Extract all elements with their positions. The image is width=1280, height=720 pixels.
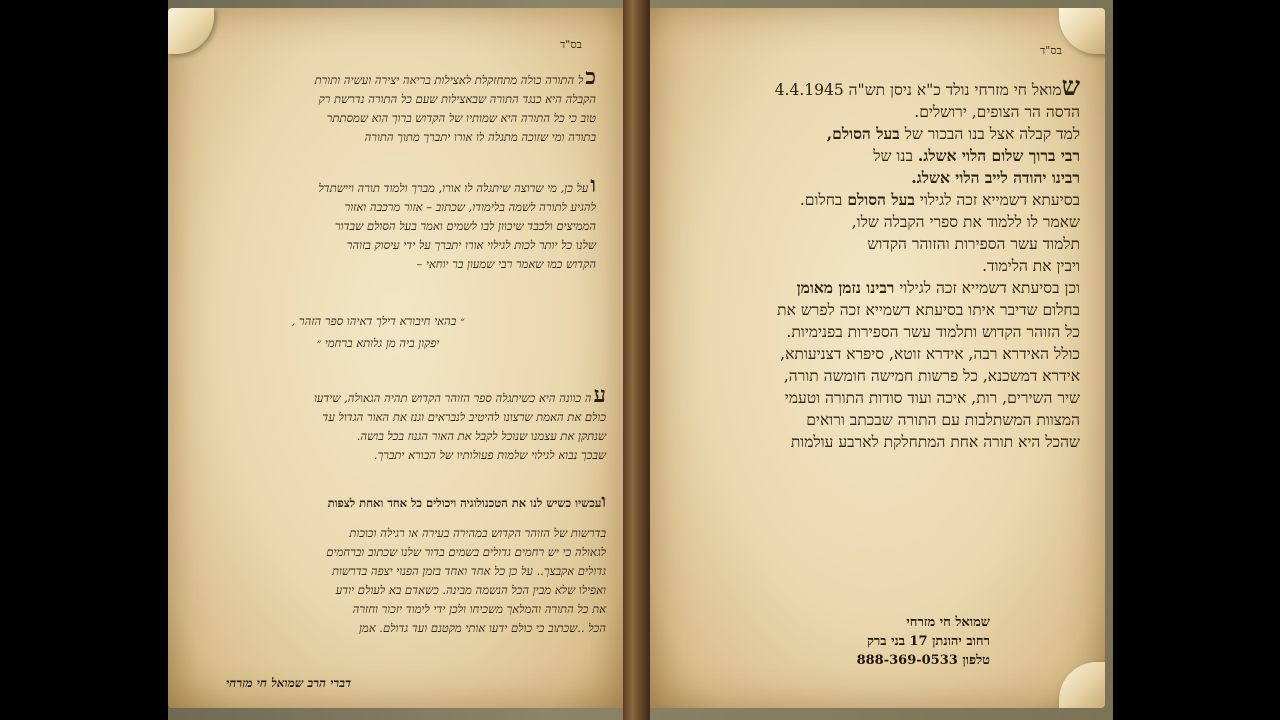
signature-name: שמואל חי מזרחי xyxy=(906,615,990,630)
drop-initial: ע xyxy=(593,382,606,408)
text-line: כולם את האמת שרצונו להיטיב לנבראים וגנז את האור הגדול עד xyxy=(322,410,606,424)
text-line: מואל חי מזרחי נולד כ"א ניסן תש"ה 4.4.1945 xyxy=(774,81,1062,99)
text-line: להגיע לתורה לשמה בלימודו, שכתוב – אזור מרכבה ואזור xyxy=(344,200,596,214)
text-span: בנו של xyxy=(873,147,918,165)
text-span: בסיעתא דשמייא זכה לגילוי xyxy=(914,191,1080,209)
bold-name: רבינו נזמן מאומן xyxy=(796,278,895,297)
heading-text: עכשיו כשיש לנו את הטכנולוגיה ויכולים כל אחד ואחת לצפות xyxy=(327,496,602,510)
book-spine xyxy=(623,0,650,720)
left-page xyxy=(168,8,623,708)
text-line: שהכל היא תורה אחת המתחלקת לארבע עולמות xyxy=(790,433,1080,451)
text-line: ואפילו שלא מבין הכל הנשמה מבינה. כשאדם בא לעולם יודע xyxy=(335,583,606,597)
study-paragraph xyxy=(186,172,596,274)
intro-paragraph xyxy=(186,64,596,147)
text-line: אידרא דמשכנא, כל פרשות חמישה חומשה תורה, xyxy=(783,367,1080,385)
signature-address: רחוב יהונתן 17 בני ברק xyxy=(866,634,990,649)
text-line: את כל התורה והמלאך משכיחו ולכן ידי לימוד יזכור וחזרה xyxy=(352,602,606,616)
redemption-paragraph xyxy=(186,382,606,465)
text-span: למד קבלה אצל בנו הבכור של xyxy=(899,125,1080,143)
birth-line xyxy=(670,72,1080,102)
text-line: שלנו כל יותר לכות לגילוי אורו יתברך על ידי עיסוק בזוהר xyxy=(346,238,596,252)
text-line: הקבלה היא כנגד התורה שבאצילות שעם כל התורה נדרשת רק xyxy=(318,92,596,106)
text-line: שאמר לו ללמוד את ספרי הקבלה שלו, xyxy=(851,213,1080,231)
text-line: טוב כי כל התורה היא שמותיו של הקדוש ברוך הוא שמסתתר xyxy=(326,111,596,125)
text-line xyxy=(670,189,1080,211)
bold-name: בעל הסולם xyxy=(847,190,915,209)
drop-initial: ו xyxy=(601,491,606,512)
text-line xyxy=(670,123,1080,145)
watch-paragraph xyxy=(186,524,606,638)
text-line: רבינו יהודה לייב הלוי אשלג. xyxy=(911,168,1080,187)
text-line: בתורה ומי שזוכה מתגלה לו אורו יתברך מתוך התורה xyxy=(364,130,596,144)
quote-line: ״ בהאי חיבורא דילך דאיהו ספר הזהר , xyxy=(291,314,465,328)
open-book xyxy=(168,0,1113,720)
quote-line: יפקון ביה מן גלותא ברחמי ״ xyxy=(316,336,440,350)
bold-name: בעל הסולם, xyxy=(826,124,900,143)
curled-corner xyxy=(1059,8,1105,54)
text-span: בחלום. xyxy=(799,191,848,209)
signature-phone: טלפון 888-369-0533 xyxy=(856,653,990,668)
text-line: שנתקן את עצמנו שנוכל לקבל את האור הגנוז בכל בושה. xyxy=(356,429,606,443)
bold-name: רבי ברוך שלום הלוי אשלג. xyxy=(917,146,1080,165)
biography-text xyxy=(670,72,1080,453)
text-line: גדולים אקבצך.. על כן כל אחד ואחד בזמן הפנוי יצפה בדרשות xyxy=(331,564,606,578)
text-line: הקדוש כמו שאמר רבי שמעון בר יוחאי – xyxy=(416,257,596,271)
text-line: תלמוד עשר הספירות והזוהר הקדוש xyxy=(867,235,1080,253)
text-line: לגאולה כי יש רחמים גדולים בשמים בדור שלנו שכתוב וברחמים xyxy=(326,545,606,559)
bsd-mark: בס"ד xyxy=(1040,44,1062,57)
text-line: כל הזוהר הקדוש ותלמוד עשר הספירות בפנימיות. xyxy=(786,323,1080,341)
drop-initial: ש xyxy=(1061,72,1080,102)
text-span: וכן בסיעתא דשמייא זכה לגילוי xyxy=(894,279,1080,297)
text-line: שבכך נבוא לגילוי שלמות פעולותיו של הבורא יתברך. xyxy=(373,448,606,462)
text-line: המצוות המשתלבות עם התורה שבכתב ורואים xyxy=(806,411,1080,429)
text-line: על כן, מי שרוצה שיתגלה לו אורו, מברך ולמוד תורה ויישתדל xyxy=(318,181,589,195)
text-line: ויבין את הלימוד. xyxy=(982,257,1080,275)
curled-corner xyxy=(1059,662,1105,708)
text-line: ה כוונה היא כשיתגלה ספר הזוהר הקדוש תהיה הגאולה, שידעו xyxy=(313,391,592,405)
text-line: הדסה הר הצופים, ירושלים. xyxy=(914,103,1080,121)
technology-heading xyxy=(186,491,606,512)
text-line xyxy=(670,145,1080,167)
drop-initial: ו xyxy=(590,172,596,198)
text-line: כולל האידרא רבה, אידרא זוטא, סיפרא דצניעותא, xyxy=(780,345,1080,363)
contact-signature xyxy=(790,613,990,670)
bsd-mark: בס"ד xyxy=(560,38,582,51)
text-line: הממיצים ולכבד שיכוון לבו לשמים ואמר בעל הסולם שבדור xyxy=(335,219,596,233)
drop-initial: כ xyxy=(585,64,596,90)
text-line: בחלום שדיבר איתו בסיעתא דשמייא זכה לפרש את xyxy=(777,301,1080,319)
curled-corner xyxy=(168,8,214,54)
text-line: הכל ..שכתוב כי כולם ידעו אותי מקטנם ועד גדולם. אמן xyxy=(359,621,606,635)
text-line xyxy=(670,277,1080,299)
text-line: בדרשות של הזוהר הקדוש במהירה בעירה או רגילה וכוכות xyxy=(349,526,606,540)
author-credit: דברי הרב שמואל חי מזרחי xyxy=(226,676,352,690)
right-page xyxy=(650,8,1105,708)
text-line: שיר השירים, רות, איכה ועוד סודות התורה וטעמי xyxy=(784,389,1080,407)
text-line: ל התורה כולה מתחזקלת לאצילות בריאה יצירה ועשיה ותורת xyxy=(314,73,584,87)
zohar-quote xyxy=(228,310,528,354)
